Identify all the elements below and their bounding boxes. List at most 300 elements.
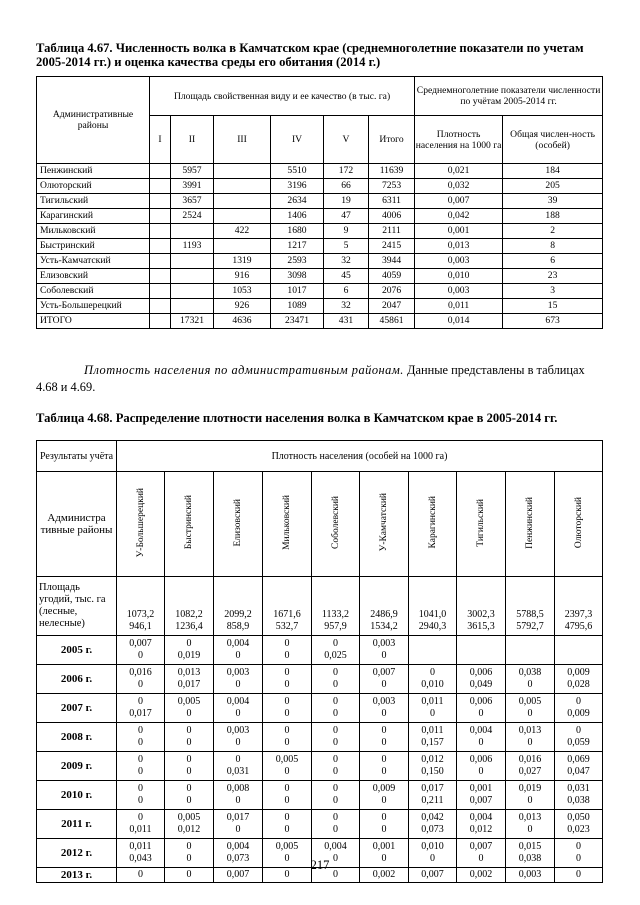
district-header [457,472,506,577]
area-forest: 3002,3 [467,609,495,620]
area-nonforest: 4795,6 [564,621,593,632]
table-cell: 17321 [171,314,214,329]
area-nonforest: 858,9 [226,621,250,632]
district-name: Елизовский [37,269,150,284]
density-nonforest: 0 [478,708,484,719]
header-avg: Среднемноголетние показатели численности по учётам 2005-2014 гг. [415,77,603,116]
district-header [360,472,409,577]
district-header [165,472,214,577]
density-nonforest: 0 [381,708,387,719]
table-cell [150,314,171,329]
density-forest: 0 [333,754,338,765]
table-row [37,694,603,723]
density-forest: 0,010 [421,841,444,852]
density-forest: 0,011 [129,841,152,852]
table-cell: 2524 [171,209,214,224]
header-class-iii: III [214,116,271,164]
table-cell [150,224,171,239]
table-cell [214,164,271,179]
density-cell [506,810,555,839]
density-nonforest: 0 [235,737,241,748]
table-cell: 9 [324,224,369,239]
paragraph-italic: Плотность населения по административным районам. [84,363,404,377]
paragraph [36,362,602,396]
density-nonforest: 0 [138,737,143,748]
density-forest: 0,004 [226,696,250,707]
density-nonforest: 0 [186,766,192,777]
density-forest: 0 [576,841,581,852]
density-cell [409,723,457,752]
table-cell: 5 [324,239,369,254]
density-forest: 0,001 [469,783,493,794]
density-cell [457,636,506,665]
density-cell [506,694,555,723]
density-cell [263,665,312,694]
density-nonforest: 0 [284,766,290,777]
density-forest: 0,005 [177,812,201,823]
district-header-label: Карагинский [427,496,438,549]
density-forest: 0 [284,783,290,794]
area-nonforest: 2940,3 [418,621,447,632]
density-cell [263,810,312,839]
table-cell: 45861 [369,314,415,329]
district-name: Усть-Камчатский [37,254,150,269]
density-cell [457,781,506,810]
table-row [37,194,603,209]
area-forest: 2397,3 [564,609,593,620]
density-forest: 0,069 [567,754,590,765]
density-nonforest: 0,017 [129,708,152,719]
density-forest: 0,004 [324,841,347,852]
table-cell: 32 [324,299,369,314]
density-cell [165,723,214,752]
area-nonforest: 532,7 [275,621,299,632]
density-cell [117,723,165,752]
density-nonforest: 0 [527,708,533,719]
density-cell [555,752,603,781]
density-nonforest: 0 [138,766,143,777]
density-nonforest: 0,012 [177,824,201,835]
table-cell: 3991 [171,179,214,194]
table-cell: 7253 [369,179,415,194]
density-cell [506,752,555,781]
density-cell [409,665,457,694]
table-cell [214,179,271,194]
density-cell [263,636,312,665]
table-cell: 3196 [271,179,324,194]
density-forest: 0 [333,667,338,678]
header-density: Плотность населения (особей на 1000 га) [117,441,603,472]
table-cell: 0,001 [415,224,503,239]
density-forest: 0 [186,725,192,736]
table-row [37,179,603,194]
density-nonforest: 0 [333,737,338,748]
density-cell [457,665,506,694]
district-name: Быстринский [37,239,150,254]
density-nonforest: 0 [430,853,435,864]
table-cell: 0,007 [415,194,503,209]
table-cell [150,164,171,179]
density-forest: 0,011 [421,725,444,736]
table-cell: 2047 [369,299,415,314]
district-name: Мильковский [37,224,150,239]
table-cell: 0,003 [415,284,503,299]
density-forest: 0,015 [518,841,542,852]
density-nonforest: 0 [235,795,241,806]
table-cell [214,239,271,254]
density-forest: 0 [381,754,387,765]
header-total-count: Общая числен-ность (особей) [503,116,603,164]
density-cell [165,665,214,694]
area-forest: 1671,6 [273,609,301,620]
density-forest: 0,007 [372,667,396,678]
density-forest: 0,012 [421,754,444,765]
density-cell [117,636,165,665]
area-nonforest: 946,1 [129,621,152,632]
density-forest: 0 [284,696,290,707]
density-forest: 0,003 [518,869,542,880]
density-nonforest: 0,049 [469,679,493,690]
table-row [37,254,603,269]
density-forest: 0 [138,869,143,880]
district-header [263,472,312,577]
density-forest: 0,005 [275,754,299,765]
density-forest: 0,016 [129,667,152,678]
year-label: 2008 г. [37,723,117,752]
table-cell: 19 [324,194,369,209]
density-forest: 0,006 [469,696,493,707]
density-cell [165,694,214,723]
table-cell: 1217 [271,239,324,254]
table-cell: 673 [503,314,603,329]
density-cell [117,781,165,810]
density-forest: 0 [333,869,338,880]
density-nonforest: 0 [235,824,241,835]
density-nonforest: 0 [381,679,387,690]
density-nonforest: 0 [478,737,484,748]
table-row [37,299,603,314]
density-cell [360,781,409,810]
density-forest: 0 [186,869,192,880]
table-cell: 431 [324,314,369,329]
table-cell: 916 [214,269,271,284]
table-cell: 0,010 [415,269,503,284]
density-forest: 0,004 [226,841,250,852]
density-nonforest: 0 [527,737,533,748]
density-nonforest: 0 [235,679,241,690]
density-nonforest: 0 [381,737,387,748]
density-forest: 0,003 [372,696,396,707]
page-number: 217 [310,858,330,872]
density-nonforest: 0 [381,795,387,806]
density-nonforest: 0,019 [177,650,201,661]
header-results: Результаты учёта [37,441,117,472]
density-cell [457,752,506,781]
density-nonforest: 0 [284,679,290,690]
density-forest: 0 [333,725,338,736]
district-name: Соболевский [37,284,150,299]
table-cell: 2634 [271,194,324,209]
density-cell [312,636,360,665]
table-cell: 1053 [214,284,271,299]
density-nonforest: 0 [138,679,143,690]
density-cell [117,810,165,839]
area-cell [165,577,214,636]
table-cell: 39 [503,194,603,209]
density-cell [117,752,165,781]
table-cell: 2415 [369,239,415,254]
year-label: 2013 г. [37,868,117,883]
density-nonforest: 0 [381,766,387,777]
density-forest: 0,004 [226,638,250,649]
table-cell: 4006 [369,209,415,224]
density-cell [360,810,409,839]
paragraph-text: Данные представлены в таблицах 4.68 и 4.69. [36,363,585,394]
density-forest: 0,011 [421,696,444,707]
area-nonforest: 5792,7 [516,621,544,632]
density-forest: 0,038 [518,667,542,678]
table-cell: 188 [503,209,603,224]
density-nonforest: 0 [284,650,290,661]
density-nonforest: 0 [186,853,192,864]
density-nonforest: 0 [333,679,338,690]
table-cell: 3944 [369,254,415,269]
density-nonforest: 0,157 [421,737,444,748]
table-cell: 32 [324,254,369,269]
table-cell [150,284,171,299]
table-cell: 3098 [271,269,324,284]
density-forest: 0 [186,841,192,852]
header-class-v: V [324,116,369,164]
table-cell: 422 [214,224,271,239]
district-header-label: У-Камчатский [379,493,389,552]
density-forest: 0 [186,638,192,649]
density-nonforest: 0 [186,795,192,806]
density-nonforest: 0 [478,766,484,777]
table-cell [150,239,171,254]
table-cell: 205 [503,179,603,194]
table-cell: 1089 [271,299,324,314]
area-cell [214,577,263,636]
table-cell [171,254,214,269]
density-cell [360,665,409,694]
density-nonforest: 0 [381,853,387,864]
density-nonforest: 0,073 [226,853,250,864]
header-class-iv: IV [271,116,324,164]
density-nonforest: 0,012 [469,824,493,835]
density-nonforest: 0,038 [567,795,590,806]
table-cell [150,254,171,269]
table-cell [171,284,214,299]
table-cell [214,194,271,209]
table-row [37,224,603,239]
table-67-caption: Таблица 4.67. Численность волка в Камчатском крае (среднемноголетние показатели по учетам 2005-2014 гг.) и оценка качества среды его обитания (2014 г.) [36,41,584,69]
density-cell [555,781,603,810]
table-row [37,752,603,781]
table-cell: 0,042 [415,209,503,224]
density-nonforest: 0 [527,679,533,690]
table-row [37,781,603,810]
table-cell: 23 [503,269,603,284]
density-forest: 0,009 [567,667,590,678]
density-forest: 0 [284,667,290,678]
table-cell: 926 [214,299,271,314]
table-cell: 2593 [271,254,324,269]
density-nonforest: 0 [284,795,290,806]
table-cell: 6 [503,254,603,269]
area-cell [263,577,312,636]
density-forest: 0,004 [469,812,493,823]
density-forest: 0,007 [421,869,444,880]
table-cell [214,209,271,224]
table-cell: 47 [324,209,369,224]
table-cell: 1319 [214,254,271,269]
density-forest: 0,007 [129,638,152,649]
table-cell [150,209,171,224]
density-cell [506,723,555,752]
table-cell: 1406 [271,209,324,224]
density-nonforest: 0,043 [129,853,152,864]
density-nonforest: 0 [235,708,241,719]
density-cell [312,665,360,694]
area-cell [409,577,457,636]
year-label: 2012 г. [37,839,117,868]
area-forest: 5788,5 [516,609,544,620]
district-header-label: Пенжинский [525,496,535,549]
density-forest: 0 [576,696,581,707]
density-nonforest: 0 [527,795,533,806]
header-admin: Администра тивные районы [37,472,117,577]
table-68 [36,440,603,883]
density-forest: 0 [576,869,581,880]
density-nonforest: 0 [576,853,581,864]
density-forest: 0 [333,696,338,707]
density-forest: 0,006 [469,667,493,678]
table-cell: 6 [324,284,369,299]
district-header-label: Соболевский [330,496,341,549]
table-cell: 3657 [171,194,214,209]
density-cell [360,723,409,752]
density-nonforest: 0,023 [567,824,590,835]
density-nonforest: 0,011 [129,824,152,835]
year-label: 2009 г. [37,752,117,781]
table-cell: 172 [324,164,369,179]
table-cell: 2076 [369,284,415,299]
header-density: Плотность населения на 1000 га [415,116,503,164]
table-row [37,269,603,284]
density-forest: 0 [186,754,192,765]
density-forest: 0 [138,812,143,823]
table-cell: 0,032 [415,179,503,194]
district-header-label: Елизовский [233,498,243,547]
density-cell [409,752,457,781]
density-nonforest: 0,038 [518,853,542,864]
density-forest: 0 [138,783,143,794]
density-cell [312,781,360,810]
table-cell: 184 [503,164,603,179]
density-cell [214,723,263,752]
density-cell [360,752,409,781]
table-row [37,636,603,665]
area-cell [457,577,506,636]
district-header-label: Олюторский [573,496,584,549]
density-nonforest: 0 [186,708,192,719]
table-cell: 6311 [369,194,415,209]
header-class-i: I [150,116,171,164]
density-nonforest: 0 [333,795,338,806]
header-area: Площадь свойственная виду и ее качество (в тыс. га) [150,77,415,116]
density-forest: 0,003 [226,667,250,678]
district-header-label: Тигильский [476,498,486,547]
table-cell [150,299,171,314]
district-name: Тигильский [37,194,150,209]
year-label: 2005 г. [37,636,117,665]
density-nonforest: 0,028 [567,679,590,690]
density-cell [555,665,603,694]
district-header-label: У-Большерецкий [135,487,146,558]
header-class-total: Итого [369,116,415,164]
density-forest: 0,005 [518,696,542,707]
area-nonforest: 3615,3 [467,621,495,632]
density-nonforest: 0,007 [469,795,493,806]
density-nonforest: 0,059 [567,737,590,748]
density-nonforest: 0 [284,853,290,864]
area-nonforest: 957,9 [324,621,347,632]
density-forest: 0,007 [469,841,493,852]
area-forest: 1082,2 [175,609,203,620]
area-nonforest: 1236,4 [175,621,203,632]
district-header [117,472,165,577]
density-nonforest: 0 [333,853,338,864]
density-forest: 0 [284,812,290,823]
district-header-label: Быстринский [184,495,194,550]
table-cell: 2 [503,224,603,239]
table-cell [150,179,171,194]
density-forest: 0,003 [372,638,396,649]
area-cell [360,577,409,636]
table-cell: 1017 [271,284,324,299]
density-cell [214,781,263,810]
density-cell [555,810,603,839]
density-nonforest: 0,027 [518,766,542,777]
density-nonforest: 0,211 [421,795,444,806]
density-nonforest: 0 [333,708,338,719]
area-nonforest: 1534,2 [370,621,398,632]
density-cell [165,810,214,839]
table-row [37,284,603,299]
table-cell: 4059 [369,269,415,284]
density-nonforest: 0 [284,737,290,748]
area-cell [506,577,555,636]
density-cell [165,752,214,781]
table-cell: 4636 [214,314,271,329]
density-nonforest: 0 [138,650,143,661]
density-nonforest: 0,047 [567,766,590,777]
density-cell [312,723,360,752]
density-cell [555,694,603,723]
density-cell [409,694,457,723]
density-nonforest: 0,009 [567,708,590,719]
table-cell [150,269,171,284]
density-forest: 0,007 [226,869,250,880]
density-cell [263,781,312,810]
district-name: Олюторский [37,179,150,194]
density-nonforest: 0,017 [177,679,201,690]
density-cell [214,810,263,839]
table-cell: 8 [503,239,603,254]
density-forest: 0,016 [518,754,542,765]
table-cell: 0,013 [415,239,503,254]
